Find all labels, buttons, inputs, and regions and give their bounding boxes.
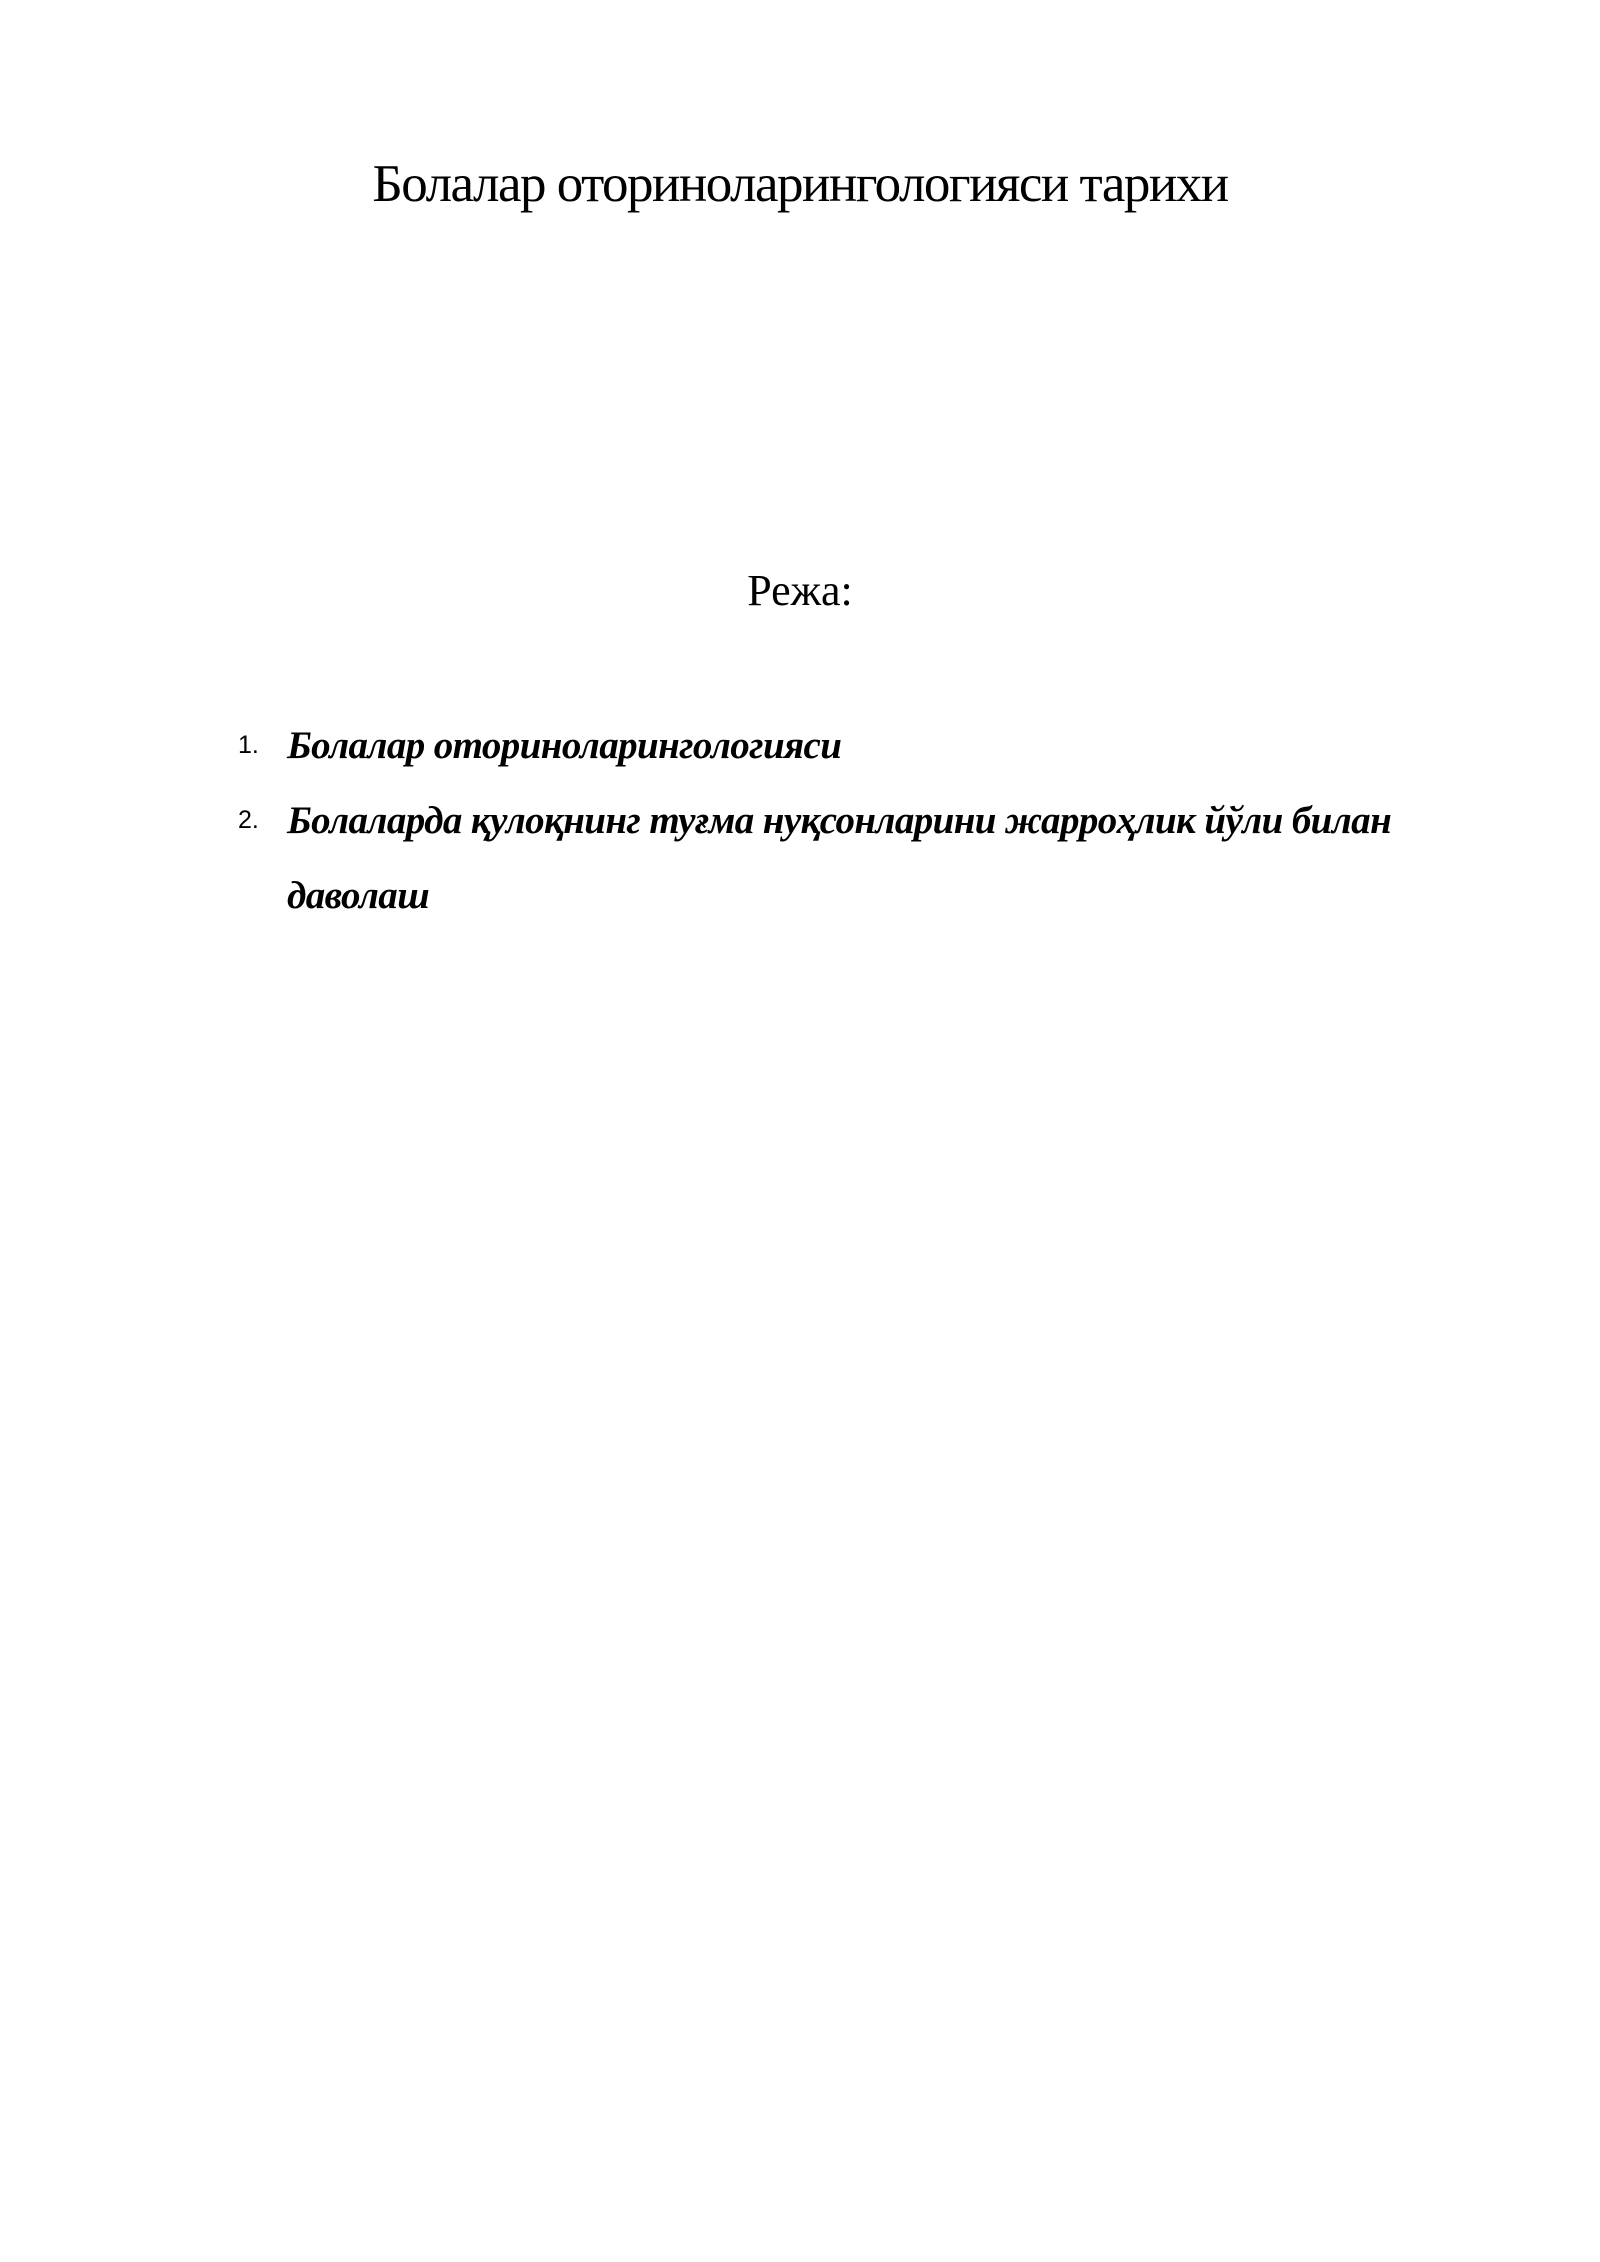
list-item-number: 2. xyxy=(238,806,259,834)
list-item-text: Болаларда қулоқнинг туғма нуқсонларини жарроҳлик йўли билан даволаш xyxy=(287,799,1392,917)
document-title: Болалар оториноларингологияси тарихи xyxy=(372,155,1228,213)
list-item-number: 1. xyxy=(238,731,259,759)
list-item-text: Болалар оториноларингологияси xyxy=(287,724,842,767)
plan-list-item xyxy=(0,783,1600,933)
plan-list-item xyxy=(0,708,1600,783)
plan-list xyxy=(0,708,1600,933)
plan-heading: Режа: xyxy=(747,566,853,615)
